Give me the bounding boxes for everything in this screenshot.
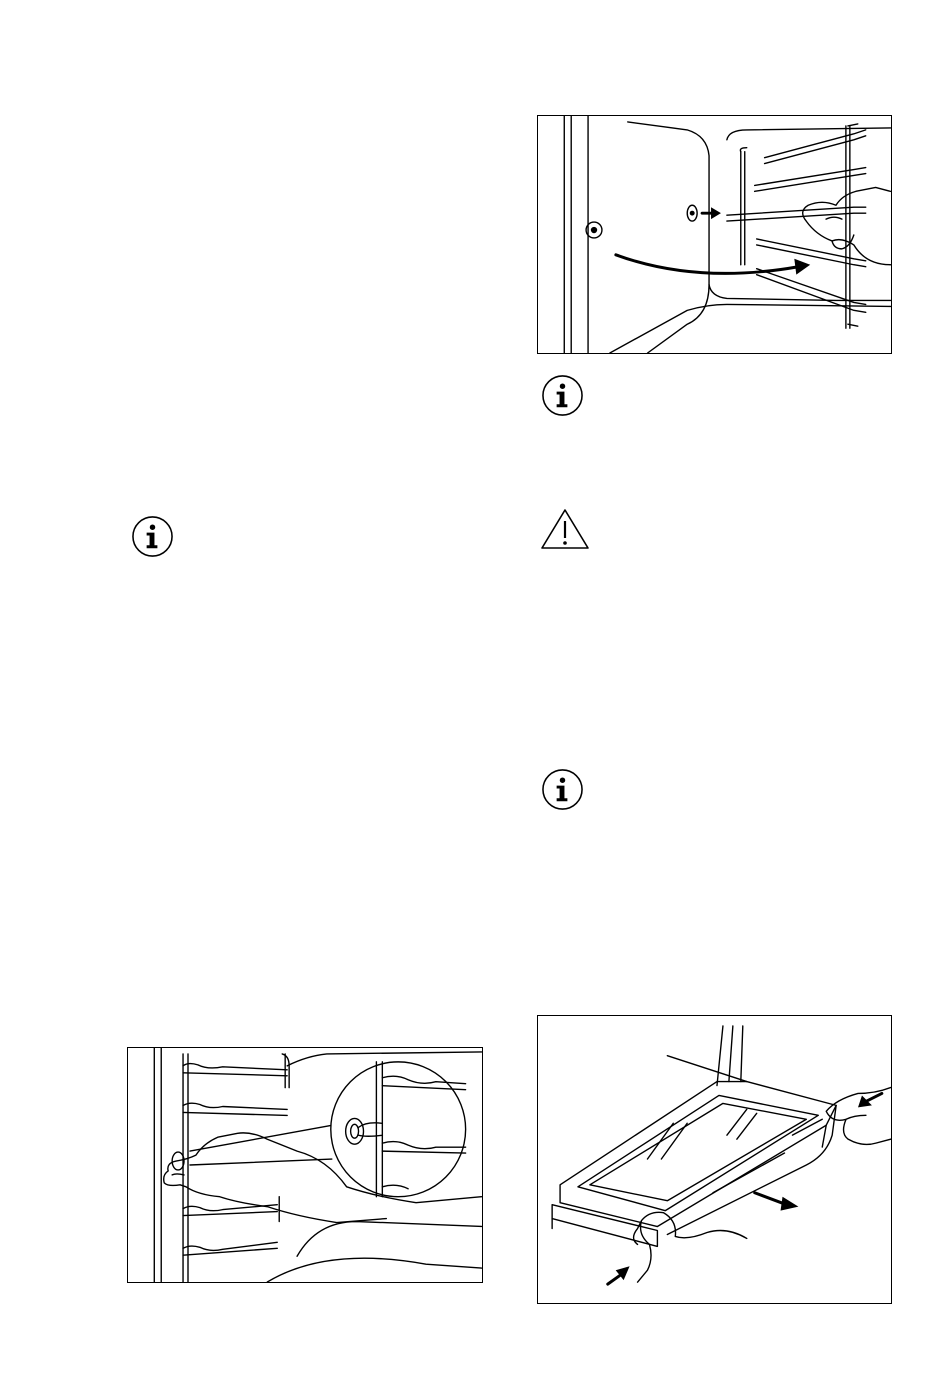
glass-panel	[647, 1109, 822, 1192]
hand-icon	[826, 1088, 891, 1145]
arrow-icon	[616, 255, 798, 274]
arrow-icon	[608, 1274, 622, 1284]
figure-shelf-support-pin	[127, 1047, 483, 1283]
shelf-support-rails	[727, 124, 866, 328]
arrow-icon	[866, 1093, 882, 1101]
figure-remove-glass-panel	[537, 1015, 892, 1304]
hand-icon	[803, 187, 891, 264]
info-icon	[541, 374, 584, 417]
info-icon	[541, 768, 584, 811]
warning-icon	[540, 508, 590, 550]
shelf-support-rails	[183, 1054, 289, 1282]
figure-remove-shelf-support	[537, 115, 892, 354]
magnifier-detail	[331, 1062, 466, 1197]
info-icon	[131, 515, 174, 558]
